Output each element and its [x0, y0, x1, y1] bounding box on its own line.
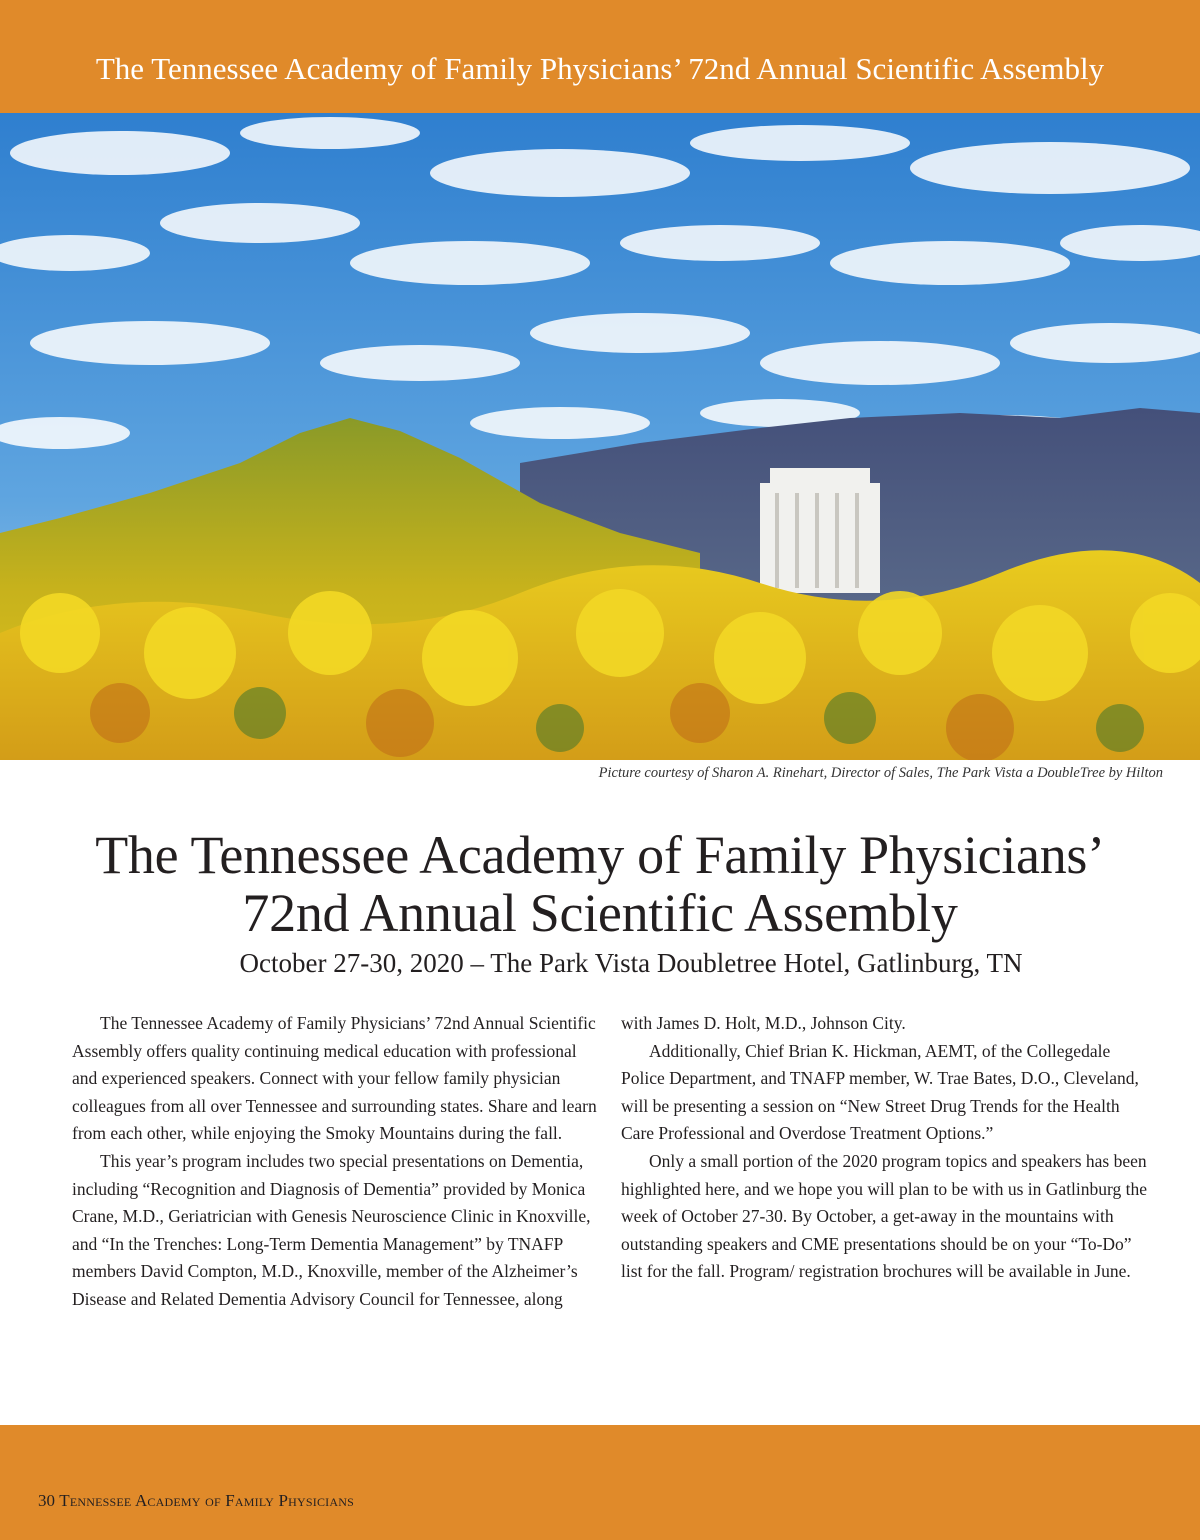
article-column-left	[72, 1010, 602, 1314]
page-footer	[38, 1492, 354, 1509]
banner-title: The Tennessee Academy of Family Physicians’ 72nd Annual Scientific Assembly	[95, 51, 1105, 86]
hero-photo-smoky-mountains	[0, 113, 1200, 760]
article-title-line-2: 72nd Annual Scientific Assembly	[242, 883, 958, 943]
article-paragraph: Only a small portion of the 2020 program topics and speakers has been highlighted here, and we hope you will plan to be with us in Gatlinburg the week of October 27-30. By October, a get-away in the mountains with outstanding speakers and CME presentations should be on your “To-Do” list for the fall. Program/ registration brochures will be available in June.	[621, 1150, 1148, 1282]
article-paragraph: The Tennessee Academy of Family Physicians’ 72nd Annual Scientific Assembly offers quality continuing medical education with professional and experienced speakers. Connect with your fellow family physician colleagues from all over Tennessee and surrounding states. Share and learn from each other, while enjoying the Smoky Mountains during the fall.	[72, 1013, 597, 1144]
article-column-right	[621, 1010, 1151, 1286]
article-paragraph: with James D. Holt, M.D., Johnson City.	[621, 1013, 906, 1033]
page-number: 30	[38, 1491, 55, 1510]
article-subtitle: October 27-30, 2020 – The Park Vista Doubletree Hotel, Gatlinburg, TN	[239, 948, 1023, 978]
article-title	[0, 826, 1200, 942]
article-paragraph: This year’s program includes two special presentations on Dementia, including “Recognition and Diagnosis of Dementia” provided by Monica Crane, M.D., Geriatrician with Genesis Neuroscience Clinic in Knoxville, and “In the Trenches: Long-Term Dementia Management” by TNAFP members David Compton, M.D., Knoxville, member of the Alzheimer’s Disease and Related Dementia Advisory Council for Tennessee, along	[72, 1150, 591, 1309]
bottom-banner	[0, 1425, 1200, 1540]
article-paragraph: Additionally, Chief Brian K. Hickman, AEMT, of the Collegedale Police Department, and TNAFP member, W. Trae Bates, D.O., Cleveland, will be presenting a session on “New Street Drug Trends for the Health Care Professional and Overdose Treatment Options.”	[621, 1040, 1139, 1144]
article-title-line-1: The Tennessee Academy of Family Physicians’	[95, 825, 1105, 885]
publication-name: Tennessee Academy of Family Physicians	[59, 1491, 354, 1510]
photo-caption: Picture courtesy of Sharon A. Rinehart, Director of Sales, The Park Vista a DoubleTree by Hilton	[598, 765, 1163, 781]
